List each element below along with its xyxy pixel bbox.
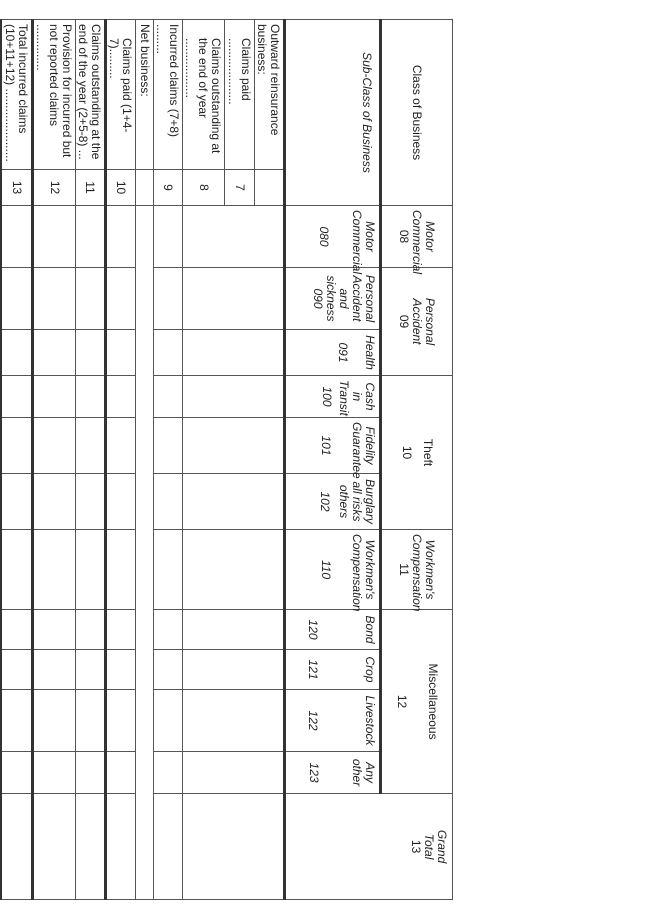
- data-cell[interactable]: [33, 418, 76, 474]
- data-cell[interactable]: [76, 330, 106, 376]
- subclass-121: [285, 650, 381, 690]
- data-cell[interactable]: [106, 650, 136, 690]
- incident-previous-years-row: [0, 20, 1, 170]
- net-business-spacer: [136, 206, 154, 900]
- row-label: Total incurred claims (10+11+12) ......................: [3, 24, 30, 162]
- outward-reinsurance-heading: [255, 20, 285, 170]
- row-label: Claims paid ....................: [226, 38, 253, 105]
- row-label: Provision for incurred but not reported claims ..............: [34, 24, 74, 158]
- group-code: 08: [397, 229, 412, 244]
- row-number: 11: [76, 170, 106, 206]
- subclass-label: Crop: [363, 656, 377, 683]
- subclass-label: Workmen's Compensation: [350, 534, 377, 612]
- group-code: 09: [397, 314, 412, 329]
- data-cell[interactable]: [0, 418, 1, 474]
- data-cell[interactable]: [33, 610, 76, 650]
- subclass-code: 100: [320, 386, 334, 407]
- group-title: Motor Commercial: [410, 210, 438, 275]
- data-cell[interactable]: [76, 752, 106, 794]
- data-cell[interactable]: [106, 752, 136, 794]
- data-cell[interactable]: [106, 376, 136, 418]
- subclass-label: Personal Accident and sickness: [324, 274, 377, 323]
- group-title: Theft: [421, 438, 435, 467]
- subclass-label: Any other: [350, 758, 377, 787]
- group-title: Grand Total: [422, 829, 449, 864]
- data-cell[interactable]: [76, 650, 106, 690]
- row-label: Claims paid (1+4-7).........: [107, 38, 134, 133]
- data-cell[interactable]: [183, 610, 285, 650]
- claims-outstanding-year-row: [76, 20, 106, 170]
- data-cell[interactable]: [33, 376, 76, 418]
- data-cell[interactable]: [106, 268, 136, 330]
- group-code: 12: [395, 694, 409, 709]
- subclass-label: Bond: [363, 615, 377, 644]
- data-cell[interactable]: [154, 650, 183, 690]
- data-cell[interactable]: [76, 690, 106, 752]
- group-code: 11: [397, 563, 412, 576]
- data-cell[interactable]: [106, 418, 136, 474]
- row-label: Net business:: [138, 24, 152, 97]
- subclass-code: 121: [306, 659, 320, 680]
- data-cell[interactable]: [183, 330, 285, 376]
- subclass-label: Livestock: [363, 695, 377, 746]
- data-cell[interactable]: [0, 376, 1, 418]
- group-title: Personal Accident: [410, 297, 438, 346]
- data-cell[interactable]: [33, 650, 76, 690]
- data-cell[interactable]: [154, 610, 183, 650]
- data-cell[interactable]: [183, 376, 285, 418]
- row-number: 8: [183, 170, 225, 206]
- data-cell[interactable]: [154, 268, 183, 330]
- data-cell[interactable]: [154, 330, 183, 376]
- group-personal-accident: [381, 268, 453, 376]
- data-cell[interactable]: [106, 610, 136, 650]
- subclass-label: Fidelity Guarantee: [350, 422, 377, 479]
- subclass-123: [285, 752, 381, 794]
- group-code: 10: [400, 445, 414, 460]
- group-theft: [381, 376, 453, 530]
- subclass-code: 120: [306, 619, 320, 640]
- data-cell[interactable]: [1, 610, 33, 650]
- subclass-code: 110: [319, 559, 333, 580]
- data-cell[interactable]: [154, 794, 183, 900]
- row-label: Claims outstanding at the end of the year (2+5-8) ...: [76, 24, 103, 160]
- data-cell[interactable]: [33, 530, 76, 610]
- data-cell[interactable]: [1, 530, 33, 610]
- data-cell[interactable]: [1, 752, 33, 794]
- data-cell[interactable]: [0, 610, 1, 650]
- subclass-122: [285, 690, 381, 752]
- data-cell[interactable]: [33, 794, 76, 900]
- data-cell[interactable]: [0, 330, 1, 376]
- row-label: Incurred claims (7+8) .........: [154, 24, 181, 138]
- group-title: Miscellaneous: [426, 663, 440, 740]
- data-cell[interactable]: [154, 690, 183, 752]
- data-cell[interactable]: [76, 530, 106, 610]
- data-cell[interactable]: [76, 418, 106, 474]
- data-cell[interactable]: [183, 794, 285, 900]
- row-number: 10: [106, 170, 136, 206]
- subclass-code: 090: [311, 288, 325, 309]
- data-cell[interactable]: [106, 206, 136, 268]
- data-cell[interactable]: [33, 752, 76, 794]
- data-cell[interactable]: [183, 206, 285, 268]
- rotated-form: [0, 19, 453, 899]
- data-cell[interactable]: [33, 474, 76, 530]
- row-number: 7: [225, 170, 255, 206]
- data-cell[interactable]: [76, 268, 106, 330]
- data-cell[interactable]: [183, 418, 285, 474]
- data-cell[interactable]: [33, 330, 76, 376]
- subclass-code: 091: [336, 342, 350, 363]
- data-cell[interactable]: [183, 474, 285, 530]
- row-label: Claims outstanding at the end of year ..................: [183, 38, 223, 154]
- data-cell[interactable]: [1, 376, 33, 418]
- subclass-label: Burglary all risks others: [337, 479, 377, 524]
- data-cell[interactable]: [1, 650, 33, 690]
- group-miscellaneous: [381, 610, 453, 794]
- subclass-label: Cash in Transit: [337, 380, 377, 416]
- data-cell[interactable]: [76, 206, 106, 268]
- claims-table: [0, 19, 453, 900]
- data-cell[interactable]: [154, 474, 183, 530]
- subclass-code: 080: [317, 226, 331, 247]
- class-of-business-label: Class of Business: [381, 20, 453, 206]
- data-cell[interactable]: [0, 752, 1, 794]
- subclass-100: [285, 376, 381, 418]
- subclass-091: [285, 330, 381, 376]
- data-cell[interactable]: [33, 206, 76, 268]
- row-number: 13: [1, 170, 33, 206]
- data-cell[interactable]: [1, 206, 33, 268]
- data-cell[interactable]: [183, 650, 285, 690]
- row-number-blank: [0, 170, 1, 206]
- data-cell[interactable]: [0, 268, 1, 330]
- subclass-label: Motor Commercial: [350, 210, 377, 275]
- subclass-code: 102: [318, 491, 332, 512]
- subclass-110: [285, 530, 381, 610]
- subclass-code: 123: [307, 762, 321, 783]
- group-grand-total: [285, 794, 453, 900]
- data-cell[interactable]: [76, 376, 106, 418]
- row-number: 9: [154, 170, 183, 206]
- subclass-code: 122: [306, 710, 320, 731]
- data-cell[interactable]: [106, 690, 136, 752]
- net-claims-paid-row: [106, 20, 136, 170]
- data-cell[interactable]: [183, 530, 285, 610]
- group-motor-commercial: [381, 206, 453, 275]
- data-cell[interactable]: [0, 794, 1, 900]
- claims-outstanding-row: [183, 20, 225, 170]
- data-cell[interactable]: [1, 690, 33, 752]
- group-title: Workmen's Compensation: [410, 534, 438, 612]
- subclass-102: [285, 474, 381, 530]
- data-cell[interactable]: [183, 268, 285, 330]
- group-workmens-compensation: [381, 530, 453, 610]
- data-cell[interactable]: [106, 794, 136, 900]
- provision-ibnr-row: [33, 20, 76, 170]
- incurred-claims-row: [154, 20, 183, 170]
- data-cell[interactable]: [154, 530, 183, 610]
- data-cell[interactable]: [1, 794, 33, 900]
- data-cell[interactable]: [1, 330, 33, 376]
- data-cell[interactable]: [0, 530, 1, 610]
- subclass-code: 101: [319, 435, 333, 456]
- subclass-101: [285, 418, 381, 479]
- subclass-120: [285, 610, 381, 650]
- group-code: 13: [409, 839, 423, 854]
- data-cell[interactable]: [76, 794, 106, 900]
- claims-paid-row: [225, 20, 255, 170]
- data-cell[interactable]: [33, 690, 76, 752]
- data-cell[interactable]: [0, 206, 1, 268]
- subclass-080: [285, 206, 381, 275]
- data-cell[interactable]: [76, 474, 106, 530]
- row-number-blank: [255, 170, 285, 206]
- data-cell[interactable]: [154, 206, 183, 268]
- subclass-090: [285, 268, 381, 330]
- data-cell[interactable]: [106, 530, 136, 610]
- sub-class-of-business-label: Sub-Class of Business: [285, 20, 381, 206]
- net-business-heading: [136, 20, 154, 170]
- data-cell[interactable]: [33, 268, 76, 330]
- data-cell[interactable]: [106, 330, 136, 376]
- data-cell[interactable]: [0, 690, 1, 752]
- data-cell[interactable]: [106, 474, 136, 530]
- data-cell[interactable]: [0, 650, 1, 690]
- row-number: 12: [33, 170, 76, 206]
- data-cell[interactable]: [154, 418, 183, 474]
- data-cell[interactable]: [183, 690, 285, 752]
- data-cell[interactable]: [154, 752, 183, 794]
- row-number-blank: [136, 170, 154, 206]
- data-cell[interactable]: [183, 752, 285, 794]
- subclass-label: Health: [363, 335, 377, 370]
- data-cell[interactable]: [0, 474, 1, 530]
- data-cell[interactable]: [1, 474, 33, 530]
- data-cell[interactable]: [1, 418, 33, 474]
- row-label: Outward reinsurance business:: [255, 24, 282, 136]
- total-incurred-row: [1, 20, 33, 170]
- data-cell[interactable]: [1, 268, 33, 330]
- data-cell[interactable]: [76, 610, 106, 650]
- data-cell[interactable]: [154, 376, 183, 418]
